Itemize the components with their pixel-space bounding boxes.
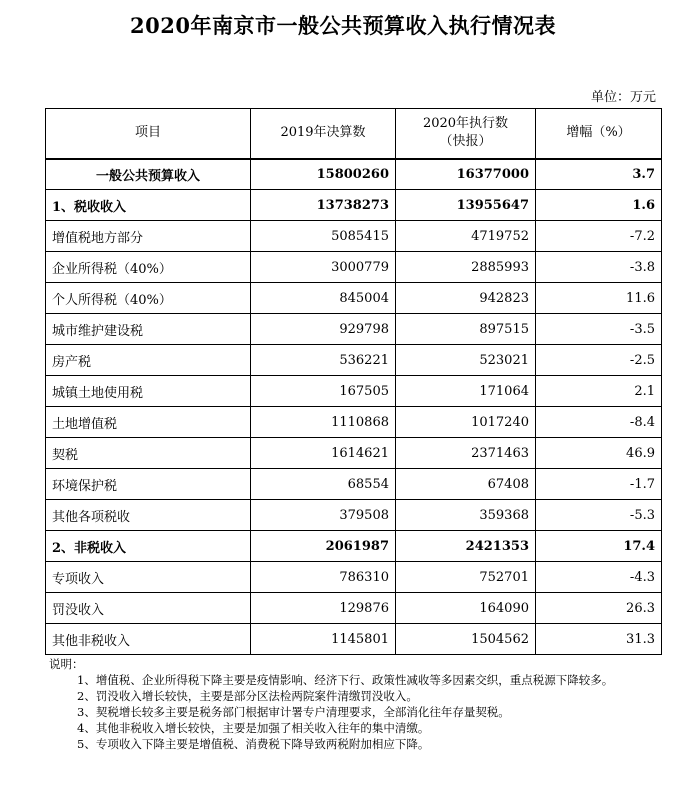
row-2020-cell: 752701 — [396, 562, 536, 593]
row-2020-cell: 13955647 — [396, 190, 536, 221]
row-2019-cell: 3000779 — [251, 252, 396, 283]
row-2020-cell: 164090 — [396, 593, 536, 624]
row-growth-cell: 11.6 — [536, 283, 662, 314]
table-row — [46, 407, 662, 438]
row-2019-cell: 2061987 — [251, 531, 396, 562]
row-item-cell: 1、税收收入 — [46, 190, 251, 221]
row-growth-cell: -1.7 — [536, 469, 662, 500]
row-2019-cell: 15800260 — [251, 159, 396, 190]
row-2020-cell: 2421353 — [396, 531, 536, 562]
row-item-cell: 城镇土地使用税 — [46, 376, 251, 407]
row-item-cell: 城市维护建设税 — [46, 314, 251, 345]
row-2019-cell: 68554 — [251, 469, 396, 500]
note-item: 1、增值税、企业所得税下降主要是疫情影响、经济下行、政策性减收等多因素交织，重点税源下降较多。 — [77, 673, 614, 687]
row-2020-cell: 4719752 — [396, 221, 536, 252]
table-row — [46, 190, 662, 221]
budget-table — [45, 108, 662, 655]
table-row — [46, 252, 662, 283]
table-row — [46, 345, 662, 376]
header-2020-line2: （快报） — [439, 134, 492, 150]
header-2019: 2019年决算数 — [251, 109, 396, 159]
table-row — [46, 283, 662, 314]
row-item-cell: 专项收入 — [46, 562, 251, 593]
table-row — [46, 531, 662, 562]
row-item-cell: 2、非税收入 — [46, 531, 251, 562]
row-2020-cell: 897515 — [396, 314, 536, 345]
header-2020-line1: 2020年执行数 — [422, 116, 509, 132]
header-growth: 增幅（%） — [536, 109, 662, 159]
row-item-cell: 契税 — [46, 438, 251, 469]
row-2020-cell: 16377000 — [396, 159, 536, 190]
row-2019-cell: 786310 — [251, 562, 396, 593]
row-growth-cell: 1.6 — [536, 190, 662, 221]
notes-section — [49, 656, 661, 752]
table-row — [46, 469, 662, 500]
row-2020-cell: 1017240 — [396, 407, 536, 438]
table-row — [46, 376, 662, 407]
row-2020-cell: 359368 — [396, 500, 536, 531]
row-2020-cell: 171064 — [396, 376, 536, 407]
row-growth-cell: -3.5 — [536, 314, 662, 345]
row-item-cell: 其他各项税收 — [46, 500, 251, 531]
row-2019-cell: 1614621 — [251, 438, 396, 469]
table-row — [46, 500, 662, 531]
row-growth-cell: 26.3 — [536, 593, 662, 624]
row-2020-cell: 1504562 — [396, 624, 536, 655]
row-2019-cell: 167505 — [251, 376, 396, 407]
row-growth-cell: -2.5 — [536, 345, 662, 376]
row-2019-cell: 536221 — [251, 345, 396, 376]
table-row — [46, 314, 662, 345]
row-2019-cell: 379508 — [251, 500, 396, 531]
row-item-cell: 环境保护税 — [46, 469, 251, 500]
row-item-cell: 土地增值税 — [46, 407, 251, 438]
table-row — [46, 593, 662, 624]
row-2020-cell: 2885993 — [396, 252, 536, 283]
row-item-cell: 房产税 — [46, 345, 251, 376]
row-growth-cell: 2.1 — [536, 376, 662, 407]
table-body — [46, 159, 662, 655]
row-growth-cell: 31.3 — [536, 624, 662, 655]
note-item: 2、罚没收入增长较快，主要是部分区法检两院案件清缴罚没收入。 — [77, 689, 418, 703]
table-row — [46, 562, 662, 593]
row-item-cell: 一般公共预算收入 — [46, 159, 251, 190]
row-2020-cell: 2371463 — [396, 438, 536, 469]
row-2020-cell: 67408 — [396, 469, 536, 500]
row-growth-cell: 3.7 — [536, 159, 662, 190]
row-item-cell: 增值税地方部分 — [46, 221, 251, 252]
table-row — [46, 438, 662, 469]
header-item: 项目 — [46, 109, 251, 159]
row-growth-cell: 17.4 — [536, 531, 662, 562]
row-2019-cell: 5085415 — [251, 221, 396, 252]
row-growth-cell: -4.3 — [536, 562, 662, 593]
table-row — [46, 624, 662, 655]
unit-label: 单位：万元 — [590, 90, 656, 105]
row-2019-cell: 845004 — [251, 283, 396, 314]
row-2019-cell: 129876 — [251, 593, 396, 624]
row-item-cell: 个人所得税（40%） — [46, 283, 251, 314]
row-item-cell: 罚没收入 — [46, 593, 251, 624]
header-2020 — [396, 109, 536, 159]
table-header-row — [46, 109, 662, 159]
row-growth-cell: -5.3 — [536, 500, 662, 531]
notes-heading: 说明： — [49, 657, 84, 671]
row-2019-cell: 1145801 — [251, 624, 396, 655]
row-item-cell: 其他非税收入 — [46, 624, 251, 655]
row-growth-cell: -8.4 — [536, 407, 662, 438]
row-2019-cell: 1110868 — [251, 407, 396, 438]
row-growth-cell: 46.9 — [536, 438, 662, 469]
table-row — [46, 159, 662, 190]
table-row — [46, 221, 662, 252]
row-2020-cell: 523021 — [396, 345, 536, 376]
row-item-cell: 企业所得税（40%） — [46, 252, 251, 283]
page-title: 2020年南京市一般公共预算收入执行情况表 — [130, 13, 556, 38]
note-item: 3、契税增长较多主要是税务部门根据审计署专户清理要求，全部消化往年存量契税。 — [77, 705, 510, 719]
row-growth-cell: -7.2 — [536, 221, 662, 252]
row-2019-cell: 929798 — [251, 314, 396, 345]
note-item: 4、其他非税收入增长较快，主要是加强了相关收入往年的集中清缴。 — [77, 721, 430, 735]
row-growth-cell: -3.8 — [536, 252, 662, 283]
note-item: 5、专项收入下降主要是增值税、消费税下降导致两税附加相应下降。 — [77, 737, 430, 751]
row-2019-cell: 13738273 — [251, 190, 396, 221]
row-2020-cell: 942823 — [396, 283, 536, 314]
